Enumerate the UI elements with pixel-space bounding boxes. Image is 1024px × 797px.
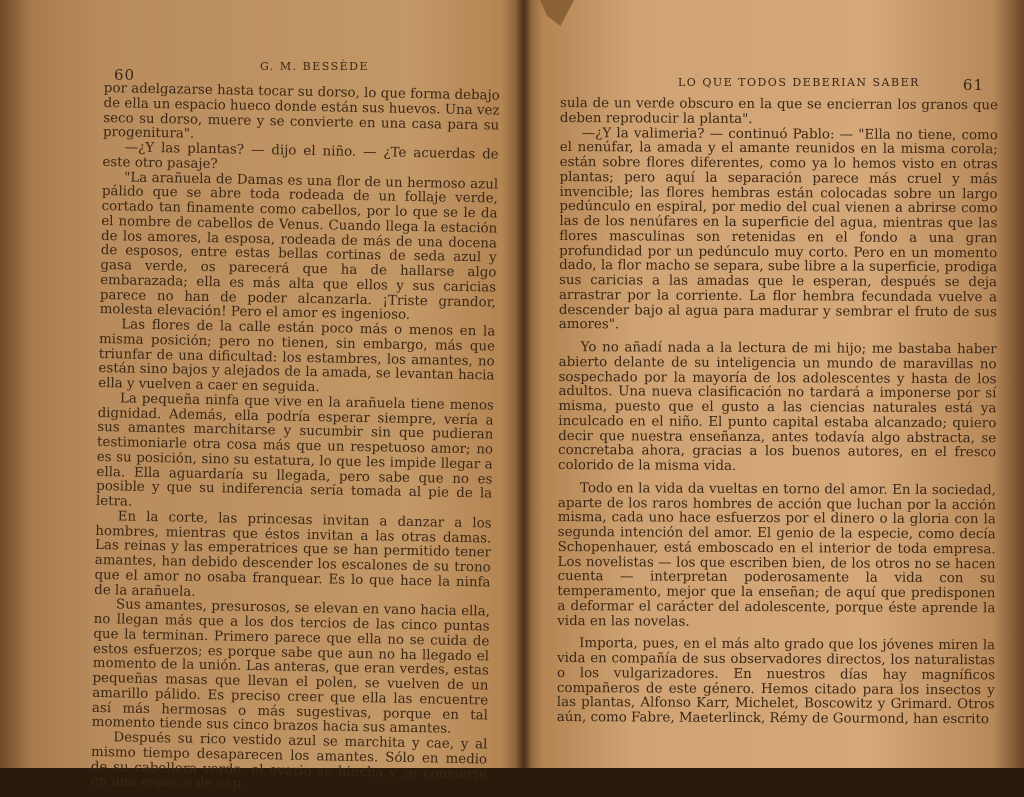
- paragraph: Sus amantes, presurosos, se elevan en vano hacia ella, no llegan más que a los dos tercios de las cinco puntas que la terminan. Primero parece que ella no se cuida de estos esfuerzos; es porque sabe que aun no ha llegado el momento de la unión. Las anteras, que eran verdes, estas pequeñas masas que llevan el polen, se vuelven de un amarillo pálido. Es preciso creer que ella las encuentre así más hermosas o más sugestivas, porque en tal momento tiende sus cinco brazos hacia sus amantes.: [91, 597, 491, 738]
- page-number: 60: [114, 66, 136, 84]
- paragraph: —¿Y las plantas? — dijo el niño. — ¿Te acuerdas de este otro pasaje?: [102, 140, 499, 172]
- running-head: G. M. BESSÈDE: [260, 60, 370, 73]
- paragraph: Importa, pues, en el más alto grado que los jóvenes miren la vida en compañía de sus observadores directos, los naturalistas o los vulgarizadores. En nuestros días hay magníficos compañeros de este género. Hemos citado para los insectos y las plantas, Alfonso Karr, Michelet, Boscowitz y Grimard. Otros aún, como Fabre, Maeterlinck, Rémy de Gourmond, han escrito: [556, 636, 996, 728]
- running-head: LO QUE TODOS DEBERIAN SABER: [678, 76, 920, 89]
- right-page: [530, 0, 1024, 768]
- left-page-header: [0, 58, 518, 84]
- paragraph: Yo no añadí nada a la lectura de mi hijo; me bastaba haber abierto delante de su inteligencia un mundo de maravillas no sospechado por la mayoría de los adolescentes y hasta de los adultos. Una nueva clasificación no tardará a imponerse por sí misma, puesto que el gusto a las ciencias naturales está ya inculcado en el niño. El punto capital estaba alcanzado; quiero decir que nuestra enseñanza, antes todavía algo abstracta, se concretaba ahora, gracias a los buenos autores, en el fresco colorido de la misma vida.: [558, 340, 997, 474]
- right-page-header: [530, 58, 1024, 94]
- paragraph: Todo en la vida da vueltas en torno del amor. En la sociedad, aparte de los raros hombres de acción que luchan por la acción misma, cada uno hace esfuerzos por el dinero o la gloria con la segunda intención del amor. El genio de la especie, como decía Schopenhauer, está emboscado en el interior de toda empresa. Los novelistas — los que escriben bien, de los otros no se hacen cuenta — interpretan poderosamente la vida con su temperamento, mejor que la enseñan; de aquí que predisponen a deformar el carácter del adolescente, porque éste aprende la vida en las novelas.: [557, 480, 996, 630]
- paragraph: Después su rico vestido azul se marchita y cae, y al mismo tiempo desaparecen los amantes. Sólo en medio de su cabellera verde, el ovario se hincha y se convierte en una especie de cáp-: [90, 730, 488, 793]
- paragraph: —¿Y la valimeria? — continuó Pablo: — "Ella no tiene, como el nenúfar, la amada y el amante reunidos en la misma corola; están sobre flores diferentes, como ya lo hemos visto en otras plantas; pero aquí la separación parece más cruel y más invencible; las flores hembras están colocadas sobre un largo pedúnculo en espiral, por medio del cual vienen a abrirse como las de los nenúfares en la superficie del agua, mientras que las flores masculinas son retenidas en el fondo a una gran profundidad por un pedúnculo muy corto. Pero en un momento dado, la flor macho se separa, sube libre a la superficie, prodiga sus caricias a las amadas que le esperan, después se deja arrastrar por la corriente. La flor hembra fecundada vuelve a descender bajo al agua para madurar y sembrar el fruto de sus amores".: [558, 125, 998, 333]
- paragraph: "La arañuela de Damas es una flor de un hermoso azul pálido que se abre toda rodeada de un follaje verde, cortado tan finamente como cabellos, por lo que se le da el nombre de cabellos de Venus. Cuando llega la estación de los amores, la esposa, rodeada de más de una docena de esposos, entre estas bellas cortinas de seda azul y gasa verde, os parecerá que ha de hallarse algo embarazada; ella es más alta que ellos y sus caricias parece no han de poder alcanzarla. ¡Triste grandor, molesta elevación! Pero el amor es ingenioso.: [99, 169, 499, 324]
- paragraph: En la corte, las princesas invitan a danzar a los hombres, mientras que éstos invitan a las otras damas. Las reinas y las emperatrices que se han permitido tener amantes, han debido descender los escalones de su trono que el amor no osaba franquear. Es lo que hace la ninfa de la arañuela.: [94, 509, 492, 600]
- paragraph: por adelgazarse hasta tocar su dorso, lo que forma debajo de ella un espacio hueco donde están sus huevos. Una vez seco su dorso, muere y se convierte en una casa para su progenitura".: [102, 81, 500, 142]
- paragraph: Las flores de la calle están poco más o menos en la misma posición; pero no tienen, sin embargo, más que triunfar de una dificultad: los estambres, los amantes, no están sino bajos y alejados de la amada, se levantan hacia ella y vuelven a caer en seguida.: [98, 317, 496, 396]
- paragraph: sula de un verde obscuro en la que se encierran los granos que deben reproducir la planta".: [559, 96, 998, 127]
- left-page-text: [90, 82, 500, 797]
- paragraph: La pequeña ninfa que vive en la arañuela tiene menos dignidad. Además, ella podría esperar siempre, vería a sus amantes marchitarse y sucumbir sin que pudieran testimoniarle otra cosa más que un respetuoso amor; no es su posición, sino su estatura, lo que les impide llegar a ella. Ella aguardaría su llegada, pero sabe que no es posible y que su indiferencia sería tomada al pie de la letra.: [95, 391, 494, 510]
- page-number: 61: [962, 76, 984, 94]
- right-page-text: [557, 97, 998, 728]
